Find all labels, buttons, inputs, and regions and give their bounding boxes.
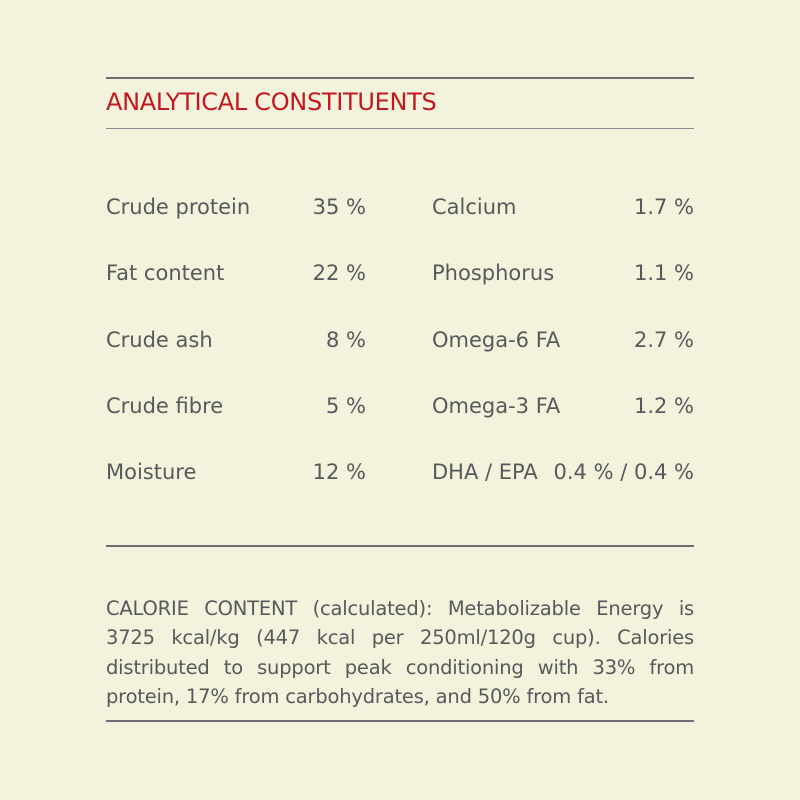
constituent-value: 0.4 % / 0.4 % (553, 460, 694, 484)
constituent-row (106, 457, 366, 487)
constituent-label: Crude protein (106, 195, 251, 219)
constituent-row (106, 391, 366, 421)
constituent-value: 1.7 % (633, 195, 694, 219)
constituent-value: 1.1 % (633, 261, 694, 285)
constituent-row (106, 325, 366, 355)
heading-divider (106, 128, 694, 129)
constituent-label: DHA / EPA (432, 460, 538, 484)
constituent-value: 12 % (312, 460, 366, 484)
constituent-label: Crude ash (106, 328, 213, 352)
constituent-label: Omega-3 FA (432, 394, 561, 418)
calorie-content-text: CALORIE CONTENT (calculated): Metabolizable Energy is 3725 kcal/kg (447 kcal per 250ml/120g cup). Calories distributed to support peak conditioning with 33% from protein, 17% from carbohydrates, and 50% from fat. (106, 596, 694, 708)
constituent-value: 2.7 % (633, 328, 694, 352)
constituent-row (432, 258, 694, 288)
constituent-row (432, 192, 694, 222)
constituent-row (432, 457, 694, 487)
constituent-label: Omega-6 FA (432, 328, 561, 352)
constituent-label: Moisture (106, 460, 197, 484)
constituent-value: 8 % (326, 328, 366, 352)
constituent-label: Crude fibre (106, 394, 224, 418)
constituent-row (432, 391, 694, 421)
constituent-row (106, 192, 366, 222)
top-divider (106, 77, 694, 79)
constituent-value: 22 % (312, 261, 366, 285)
constituent-value: 5 % (326, 394, 366, 418)
constituent-label: Fat content (106, 261, 225, 285)
middle-divider (106, 545, 694, 547)
bottom-divider (106, 720, 694, 722)
constituent-row (432, 325, 694, 355)
constituent-label: Calcium (432, 195, 517, 219)
constituent-label: Phosphorus (432, 261, 555, 285)
constituent-value: 35 % (312, 195, 366, 219)
constituent-row (106, 258, 366, 288)
constituent-value: 1.2 % (633, 394, 694, 418)
section-heading: ANALYTICAL CONSTITUENTS (106, 88, 437, 116)
